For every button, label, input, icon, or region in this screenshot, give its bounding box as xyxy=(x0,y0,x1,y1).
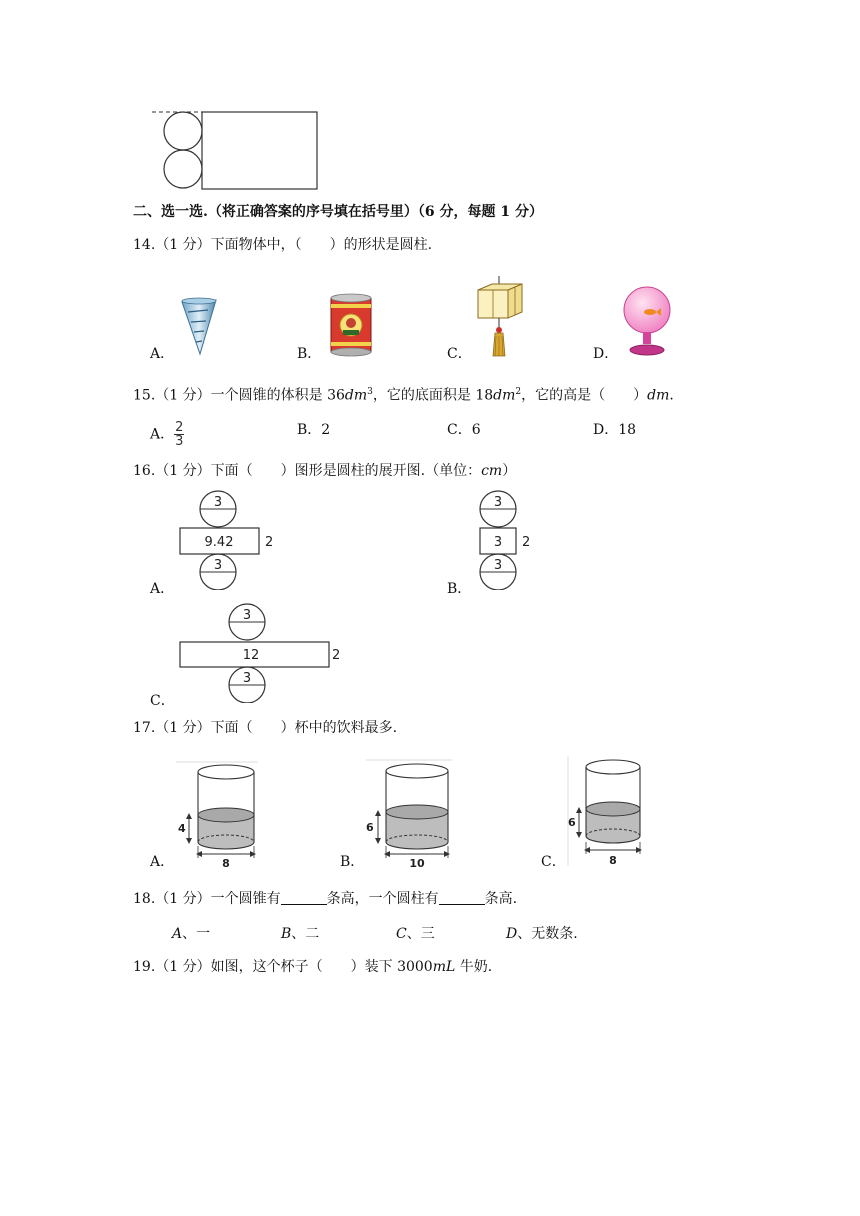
fish-bowl-lamp-icon xyxy=(620,286,674,358)
q17-cup-b-label: B． xyxy=(340,854,365,870)
question-15-stem: 15.（1 分）一个圆锥的体积是 $36dm^3$，它的底面积是 $18dm^2$，它的高是（ ）dm． xyxy=(133,387,684,404)
q17-cup-a-label: A． xyxy=(150,854,175,870)
q17-cup-b-diameter-label: 10 xyxy=(409,857,425,870)
q16-a-bottom-circle-label: 3 xyxy=(213,558,223,573)
q14-option-b-label: B． xyxy=(297,346,322,362)
q16-option-c-label: C． xyxy=(150,693,175,709)
q14-option-d-label: D． xyxy=(593,346,619,362)
q18-option-c: C、三 xyxy=(396,926,435,942)
q16-a-rect-label: 9.42 xyxy=(204,535,234,550)
question-17-stem: 17.（1 分）下面（ ）杯中的饮料最多. xyxy=(133,720,398,736)
question-16-stem: 16.（1 分）下面（ ）图形是圆柱的展开图.（单位：cm） xyxy=(133,463,517,479)
tin-can-icon xyxy=(328,292,374,358)
q15-option-a: A． $\frac{2}{3}$ xyxy=(150,420,184,449)
q15-option-c: C．6 xyxy=(447,422,481,438)
q16-a-top-circle-label: 3 xyxy=(213,495,223,510)
q18-blank-1[interactable] xyxy=(281,890,327,905)
q17-cup-c-height-label: 6 xyxy=(568,816,576,829)
q17-cup-a-height-label: 4 xyxy=(178,822,186,835)
question-18-stem: 18.（1 分）一个圆锥有 条高，一个圆柱有 条高. xyxy=(133,891,518,907)
q14-option-a-label: A． xyxy=(150,346,175,362)
q17-cup-c-label: C． xyxy=(541,854,566,870)
q14-option-c-label: C． xyxy=(447,346,472,362)
q15-option-d: D．18 xyxy=(593,422,637,438)
q17-cup-c-diameter-label: 8 xyxy=(609,854,617,867)
q18-blank-2[interactable] xyxy=(439,890,485,905)
q18-option-d: D、无数条. xyxy=(506,926,578,942)
q16-c-bottom-circle-label: 3 xyxy=(242,671,252,686)
question-19-stem: 19.（1 分）如图，这个杯子（ ）装下 3000mL 牛奶. xyxy=(133,959,493,975)
q15-option-a-fraction: $\frac{2}{3}$ xyxy=(175,420,184,449)
q16-b-side-label: 2 xyxy=(522,535,531,550)
q16-c-side-label: 2 xyxy=(332,648,341,663)
q16-option-b-net xyxy=(472,490,542,590)
ice-cream-cone-icon xyxy=(178,296,220,358)
q18-option-b: B、二 xyxy=(281,926,320,942)
q16-option-a-label: A． xyxy=(150,581,175,597)
q18-option-a: A、一 xyxy=(172,926,211,942)
q17-cup-c xyxy=(564,754,648,870)
question-14-stem: 14.（1 分）下面物体中，（ ）的形状是圆柱. xyxy=(133,237,433,253)
q17-cup-a-diameter-label: 8 xyxy=(222,857,230,870)
q16-c-top-circle-label: 3 xyxy=(242,608,252,623)
q15-option-b: B．2 xyxy=(297,422,331,438)
q16-option-c-net xyxy=(175,603,355,703)
q16-b-rect-label: 3 xyxy=(493,535,503,550)
q16-option-a-net xyxy=(175,490,285,590)
lantern-icon xyxy=(470,276,528,360)
q16-b-bottom-circle-label: 3 xyxy=(493,558,503,573)
q16-option-b-label: B． xyxy=(447,581,472,597)
cylinder-net-partial-figure xyxy=(150,106,330,196)
q16-c-rect-label: 12 xyxy=(242,648,260,663)
section-heading: 二、选一选.（将正确答案的序号填在括号里）（6 分，每题 1 分） xyxy=(133,204,543,220)
q17-cup-a xyxy=(172,760,262,870)
q16-a-side-label: 2 xyxy=(265,535,274,550)
q17-cup-b-height-label: 6 xyxy=(366,821,374,834)
q16-b-top-circle-label: 3 xyxy=(493,495,503,510)
q17-cup-b xyxy=(362,758,458,870)
